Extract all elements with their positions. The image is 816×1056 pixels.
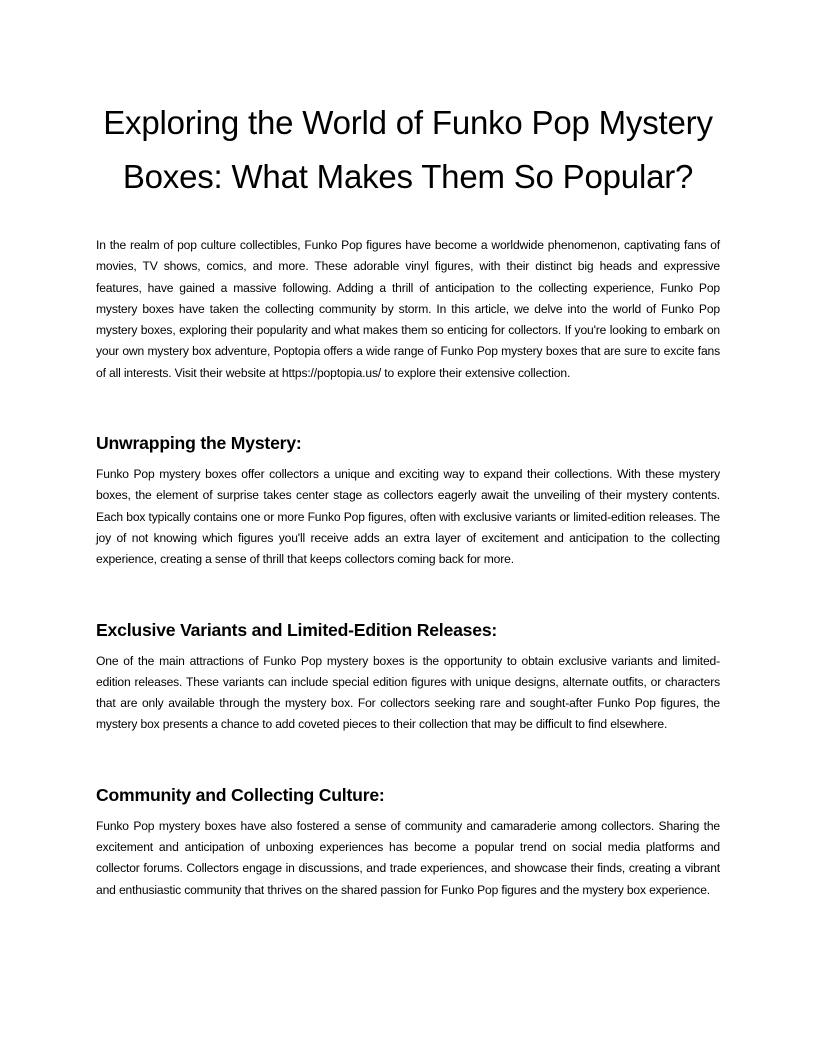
- section-heading-exclusive-variants: Exclusive Variants and Limited-Edition Releases:: [96, 619, 498, 640]
- document-title: Exploring the World of Funko Pop Mystery Boxes: What Makes Them So Popular?: [103, 104, 713, 195]
- section-heading-community: Community and Collecting Culture:: [96, 784, 385, 805]
- section-body-unwrapping: Funko Pop mystery boxes offer collectors a unique and exciting way to expand their collections. With these mystery boxes, the element of surprise takes center stage as collectors eagerly await the unveiling of their mystery contents. Each box typically contains one or more Funko Pop figures, often with exclusive variants or limited-edition releases. The joy of not knowing which figures you'll receive adds an extra layer of excitement and anticipation to the collecting experience, creating a sense of thrill that keeps collectors coming back for more.: [96, 467, 720, 567]
- intro-paragraph: In the realm of pop culture collectibles, Funko Pop figures have become a worldwide phenomenon, captivating fans of movies, TV shows, comics, and more. These adorable vinyl figures, with their distinct big heads and expressive features, have gained a massive following. Adding a thrill of anticipation to the collecting experience, Funko Pop mystery boxes have taken the collecting community by storm. In this article, we delve into the world of Funko Pop mystery boxes, exploring their popularity and what makes them so enticing for collectors. If you're looking to embark on your own mystery box adventure, Poptopia offers a wide range of Funko Pop mystery boxes that are sure to excite fans of all interests. Visit their website at https://poptopia.us/ to explore their extensive collection.: [96, 238, 720, 380]
- section-body-exclusive-variants: One of the main attractions of Funko Pop mystery boxes is the opportunity to obtain exclusive variants and limited-edition releases. These variants can include special edition figures with unique designs, alternate outfits, or characters that are only available through the mystery box. For collectors seeking rare and sought-after Funko Pop figures, the mystery box presents a chance to add coveted pieces to their collection that may be difficult to find elsewhere.: [96, 653, 720, 732]
- section-heading-unwrapping: Unwrapping the Mystery:: [96, 433, 302, 454]
- document-page: [96, 96, 720, 901]
- section-body-community: Funko Pop mystery boxes have also fostered a sense of community and camaraderie among collectors. Sharing the excitement and anticipation of unboxing experiences has become a popular trend on social media platforms and collector forums. Collectors engage in discussions, and trade experiences, and showcase their finds, creating a vibrant and enthusiastic community that thrives on the shared passion for Funko Pop figures and the mystery box experience.: [96, 818, 720, 897]
